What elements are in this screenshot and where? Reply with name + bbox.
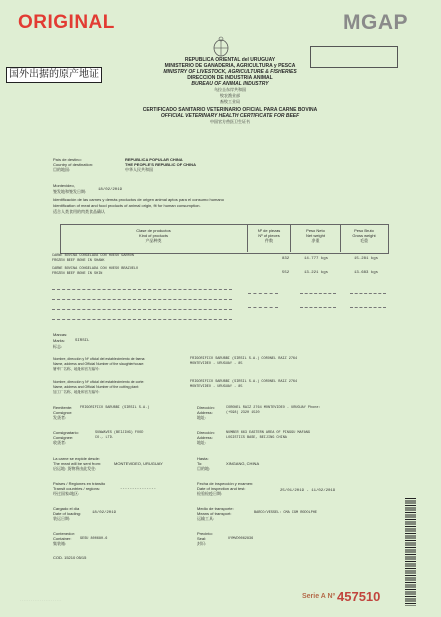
inspection-label-es: Fecha de inspección y examen: <box>197 481 254 486</box>
consignee-addr-1: NUMBER 663 EASTERN AREA OF PINGGU MAFANG <box>226 431 311 435</box>
transport-label-cn: 运输工具: <box>197 516 215 521</box>
sent-from-label-cn: 启运地: 货物将由此发往: <box>53 466 97 471</box>
to-label-es: Hasta: <box>197 456 209 461</box>
row1-pieces: 832 <box>282 257 290 261</box>
consignee-label-en: Consignee: <box>53 435 74 440</box>
serie-label: Serie A Nº <box>302 593 336 600</box>
container-label-en: Container: <box>53 536 72 541</box>
seal-label-cn: 封识: <box>197 541 207 546</box>
consignor-addr-2: (+598) 2320 1520 <box>226 411 260 415</box>
col-net-cn: 净重 <box>311 238 320 243</box>
col-pieces-cn: 件数 <box>265 238 273 243</box>
marks-label-es: Marcas: <box>53 332 68 337</box>
destination-value-en: THE PEOPLE'S REPUBLIC OF CHINA <box>125 162 196 167</box>
issue-date: 18/02/2019 <box>98 188 123 192</box>
row2-product-es: CARNE BOVINA CONGELADA CON HUESO BRAZUELO <box>52 267 139 271</box>
row1-net: 14.777 kgs <box>304 257 329 261</box>
row1-product-es: CARNE BOVINA CONGELADA CON HUESO GARRON <box>52 254 134 258</box>
place-label-cn: 签发地和签发日期: <box>53 189 87 194</box>
consignor-label-cn: 发货者: <box>53 415 67 420</box>
printer-imprint: · · · · · · · · · · · · · · · · · · · · · · · <box>20 598 62 602</box>
cutting-label-cn: 加工厂名称、地址和官方编号: <box>53 390 100 394</box>
inspection-label-en: Date of inspection and test: <box>197 486 246 491</box>
row2-product-en: FROZEN BEEF BONE IN SHIN <box>52 272 103 276</box>
destination-label-es: País de destino: <box>53 157 82 162</box>
container-value: GESU 800680-6 <box>80 537 108 541</box>
col-kind-es: Clase de productos <box>136 228 171 233</box>
original-stamp: ORIGINAL <box>18 12 115 33</box>
identification-es: Identificación de las carnes y demás productos de origen animal aptos para el consumo humano <box>53 197 224 202</box>
ministry-line-7: 牧农渔业部 <box>220 93 240 98</box>
form-code: COD. 15210 05/15 <box>53 555 87 560</box>
to-value: XINGANG, CHINA <box>226 461 260 466</box>
loading-value: 18/02/2019 <box>92 511 117 515</box>
ministry-line-1: REPUBLICA ORIENTAL del URUGUAY <box>184 57 276 63</box>
consignor-label-es: Remitente: <box>53 405 73 410</box>
ministry-line-2: MINISTERIO DE GANADERIA, AGRICULTURA y PESCA <box>164 63 296 69</box>
consignee-addr-2: LOGISTICS BASE, BEIJING CHINA <box>226 436 287 440</box>
consignor-addr-label-es: Dirección: <box>197 405 215 410</box>
consignee-value-1: SUNWAVES (BEIJING) FOOD <box>95 431 144 435</box>
container-label-es: Contenedor: <box>53 531 76 536</box>
container-label-cn: 集装箱: <box>53 541 67 546</box>
transport-value: BARCO/VESSEL: CMA CGM RODOLPHE <box>254 511 318 515</box>
col-kind-cn: 产品种类 <box>145 238 162 243</box>
consignee-addr-label-es: Dirección: <box>197 430 215 435</box>
inspection-value: 25/01/2019 - 11/02/2019 <box>280 489 336 493</box>
identification-cn: 适合人类食用的肉类食品确认 <box>53 209 105 214</box>
to-label-cn: 目的地: <box>197 466 211 471</box>
loading-label-es: Cargado el día <box>53 506 80 511</box>
row2-pieces: 552 <box>282 271 290 275</box>
ministry-line-8: 畜牧工业局 <box>220 99 240 104</box>
ministry-line-3: MINISTRY OF LIVESTOCK, AGRICULTURE & FISHERIES <box>163 69 297 75</box>
slaughter-value-1: FRIGORIFICO SARUBBI (SIRSIL S.A.) CORONEL RAIZ 2764 <box>190 357 298 361</box>
consignee-label-es: Consignatario: <box>53 430 79 435</box>
marks-label-en: Marks: <box>53 338 65 343</box>
inspection-label-cn: 检验检疫日期: <box>197 491 223 496</box>
serie-number: 457510 <box>337 589 381 604</box>
destination-value-es: REPUBLICA POPULAR CHINA <box>125 157 183 162</box>
loading-label-cn: 装运日期: <box>53 516 71 521</box>
loading-label-en: Date of loading: <box>53 511 82 516</box>
consignee-value-2: CO., LTD. <box>95 436 114 440</box>
slaughter-label-es: Nombre, dirección y Nº oficial del establecimiento de faena: <box>53 357 146 361</box>
col-gross-en: Gross weight <box>352 233 376 238</box>
seal-label-en: Seal: <box>197 536 207 541</box>
destination-value-cn: 中华人民共和国 <box>125 167 153 172</box>
sent-from-value: MONTEVIDEO, URUGUAY <box>114 461 163 466</box>
row1-gross: 15.281 kgs <box>354 257 379 261</box>
consignor-addr-label-cn: 地址: <box>197 415 207 420</box>
transport-label-en: Means of transport: <box>197 511 232 516</box>
col-gross-es: Peso Bruto <box>354 228 374 233</box>
identification-en: Identification of meat and food products of animal origin, fit for human consumption. <box>53 203 201 208</box>
col-pieces-es: Nº de piezas <box>257 228 281 233</box>
cert-title-en: OFFICIAL VETERINARY HEALTH CERTIFICATE FOR BEEF <box>160 113 300 119</box>
row1-product-en: FROZEN BEEF BONE IN SHANK <box>52 259 105 263</box>
transit-label-en: Transit countries / regions: <box>53 486 100 491</box>
transport-label-es: Medio de transporte: <box>197 506 234 511</box>
col-kind-en: Kind of products <box>139 233 168 238</box>
to-label-en: To: <box>197 461 203 466</box>
consignee-addr-label-en: Address: <box>197 435 213 440</box>
ministry-line-5: BUREAU OF ANIMAL INDUSTRY <box>191 81 269 87</box>
destination-label-en: Country of destination: <box>53 162 94 167</box>
mgap-logo: MGAP <box>343 11 408 34</box>
transit-label-cn: 经过国家/地区: <box>53 491 80 496</box>
marks-label-cn: 标志: <box>53 344 63 349</box>
cutting-label-es: Nombre, dirección y Nº oficial del establecimiento de corte: <box>53 380 145 384</box>
cert-title-cn: 中国官方兽医卫生证书 <box>210 119 250 124</box>
sent-from-label-en: The meat will be sent from: <box>53 461 102 466</box>
slaughter-value-2: MONTEVIDEO - URUGUAY - 85 <box>190 362 243 366</box>
seal-label-es: Precinto: <box>197 531 213 536</box>
slaughter-label-en: Name, address and Official Number of the slaughterhouse: <box>53 362 145 366</box>
row2-net: 13.221 kgs <box>304 271 329 275</box>
col-gross-cn: 毛重 <box>360 238 368 243</box>
consignee-addr-label-cn: 地址: <box>197 440 207 445</box>
consignor-addr-label-en: Address: <box>197 410 213 415</box>
transit-label-es: Países / Regiones en tránsito <box>53 481 106 486</box>
handwritten-chinese-label: 国外出据的原产地证 <box>6 67 102 83</box>
consignor-value: FRIGORIFICO SARUBBI (SIRSIL S.A.) <box>80 406 150 410</box>
col-net-en: Net weight <box>306 233 325 238</box>
cutting-value-1: FRIGORIFICO SARUBBI (SIRSIL S.A.) CORONEL RAIZ 2764 <box>190 380 298 384</box>
barcode-icon <box>405 498 416 606</box>
sent-from-label-es: La carne se expide desde: <box>53 456 100 461</box>
ministry-line-4: DIRECCION DE INDUSTRIA ANIMAL <box>187 75 273 81</box>
cutting-label-en: Name, address and Official Number of the cutting plant: <box>53 385 140 389</box>
seal-value: UYMVD0062836 <box>228 537 254 541</box>
consignee-label-cn: 收货者: <box>53 440 67 445</box>
col-pieces-en: Nº of pieces <box>258 233 280 238</box>
ministry-line-6: 乌拉圭东岸共和国 <box>214 87 246 92</box>
row2-gross: 13.683 kgs <box>354 271 379 275</box>
place-city: Montevideo, <box>53 183 75 188</box>
transit-value: --------------- <box>120 487 157 491</box>
destination-label-cn: 目的地国: <box>53 167 71 172</box>
coat-of-arms-icon <box>212 36 230 58</box>
marks-value: SIRSIL <box>75 339 90 343</box>
slaughter-label-cn: 屠宰厂名称、地址和官方编号: <box>53 367 100 371</box>
cert-title-es: CERTIFICADO SANITARIO VETERINARIO OFICIAL PARA CARNE BOVINA <box>142 107 318 113</box>
consignor-label-en: Consignor: <box>53 410 73 415</box>
cutting-value-2: MONTEVIDEO - URUGUAY - 85 <box>190 385 243 389</box>
consignor-addr-1: CORONEL RAIZ 2764 MONTEVIDEO - URUGUAY Phone: <box>226 406 321 410</box>
col-net-es: Peso Neto <box>306 228 325 233</box>
